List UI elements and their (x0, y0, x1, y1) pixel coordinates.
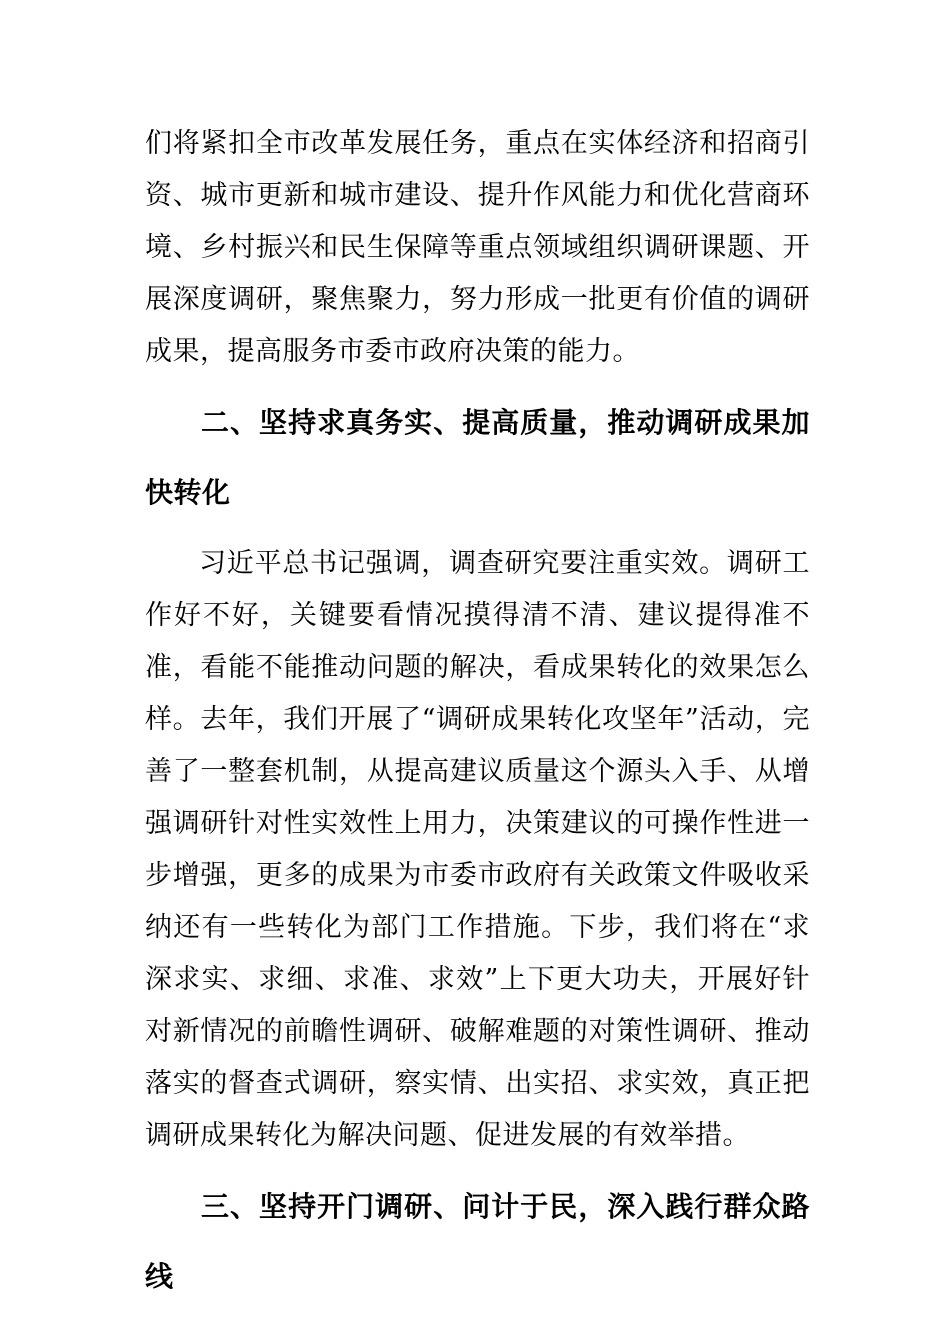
document-body (145, 118, 810, 1312)
paragraph-section-2: 习近平总书记强调，调查研究要注重实效。调研工作好不好，关键要看情况摸得清不清、建议提得准不准，看能不能推动问题的解决，看成果转化的效果怎么样。去年，我们开展了“调研成果转化攻坚年”活动，完善了一整套机制，从提高建议质量这个源头入手、从增强调研针对性实效性上用力，决策建议的可操作性进一步增强，更多的成果为市委市政府有关政策文件吸收采纳还有一些转化为部门工作措施。下步，我们将在“求深求实、求细、求准、求效”上下更大功夫，开展好针对新情况的前瞻性调研、破解难题的对策性调研、推动落实的督查式调研，察实情、出实招、求实效，真正把调研成果转化为解决问题、促进发展的有效举措。 (145, 548, 810, 1151)
section-heading-3: 三、坚持开门调研、问计于民，深入践行群众路线 (145, 1190, 810, 1293)
paragraph-continuation: 们将紧扣全市改革发展任务，重点在实体经济和招商引资、城市更新和城市建设、提升作风能力和优化营商环境、乡村振兴和民生保障等重点领域组织调研课题、开展深度调研，聚焦聚力，努力形成一批更有价值的调研成果，提高服务市委市政府决策的能力。 (145, 128, 810, 367)
section-heading-2: 二、坚持求真务实、提高质量，推动调研成果加快转化 (145, 406, 810, 509)
